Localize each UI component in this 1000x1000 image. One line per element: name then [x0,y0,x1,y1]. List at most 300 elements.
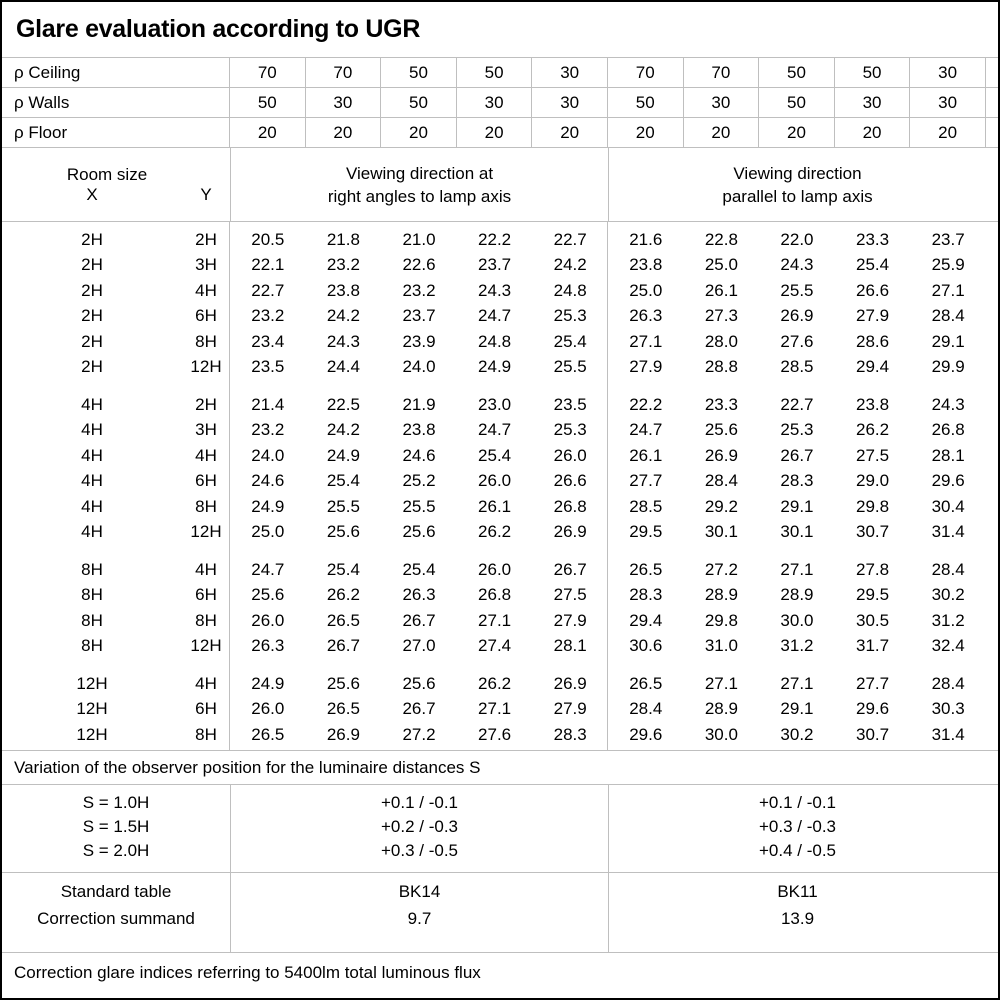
ugr-value-cell: 26.5 [326,699,360,719]
ugr-value-cell: 28.1 [931,445,965,465]
right-angles-column-entry: BK14 [398,882,441,901]
table-row [2,634,998,660]
ugr-value-cell: 27.1 [780,559,814,579]
ugr-value-cell: 26.0 [478,471,512,491]
room-x-cell: 8H [81,585,103,605]
ugr-value-cell: 25.2 [402,471,436,491]
table-row [2,671,998,697]
column-divider [607,222,608,750]
room-size-group [2,227,998,380]
group-header-parallel: Viewing direction parallel to lamp axis [608,148,986,221]
reflectance-value: 30 [306,88,382,117]
ugr-value-cell: 23.7 [931,229,965,249]
reflectance-value: 50 [835,58,911,87]
ugr-value-cell: 29.5 [856,585,890,605]
ugr-value-cell: 27.9 [553,699,587,719]
ugr-value-cell: 26.7 [402,610,436,630]
ugr-value-cell: 22.2 [629,394,663,414]
room-y-cell: 8H [195,331,217,351]
room-size-group [2,671,998,748]
ugr-value-cell: 22.8 [704,229,738,249]
ugr-value-cell: 27.1 [780,673,814,693]
reflectance-value: 20 [306,118,382,147]
block-filler [986,785,998,872]
reflectance-label: ρ Ceiling [2,58,230,87]
right-angles-column-entry: +0.2 / -0.3 [380,817,459,836]
ugr-value-cell: 28.5 [629,496,663,516]
reflectance-value: 70 [684,58,760,87]
standard-table-block [2,873,998,953]
ugr-value-cell: 27.0 [402,636,436,656]
ugr-value-cell: 26.5 [629,673,663,693]
reflectance-section [2,58,998,148]
ugr-value-cell: 23.7 [402,306,436,326]
ugr-value-cell: 26.5 [629,559,663,579]
page-title: Glare evaluation according to UGR [16,15,421,43]
room-y-cell: 4H [195,445,217,465]
ugr-value-cell: 30.6 [629,636,663,656]
table-row [2,469,998,495]
ugr-value-cell: 25.5 [553,357,587,377]
reflectance-value: 70 [230,58,306,87]
ugr-value-cell: 30.0 [704,724,738,744]
room-size-header [2,148,230,221]
ugr-value-cell: 21.9 [402,394,436,414]
ugr-value-cell: 27.4 [478,636,512,656]
reflectance-row [2,118,998,148]
ugr-value-cell: 25.5 [780,280,814,300]
y-axis-label: Y [200,184,212,204]
ugr-value-cell: 23.8 [856,394,890,414]
ugr-value-cell: 24.2 [326,306,360,326]
ugr-value-cell: 29.8 [856,496,890,516]
room-size-group [2,557,998,659]
ugr-value-cell: 25.3 [780,420,814,440]
room-x-cell: 8H [81,610,103,630]
label-column-entry: S = 1.0H [82,793,150,812]
room-x-cell: 2H [81,255,103,275]
reflectance-value: 30 [684,88,760,117]
ugr-value-cell: 26.8 [931,420,965,440]
ugr-value-cell: 29.8 [704,610,738,630]
reflectance-value: 20 [457,118,533,147]
ugr-value-cell: 27.1 [629,331,663,351]
parallel-column [608,873,986,952]
label-column [2,785,230,872]
room-y-cell: 12H [190,522,222,542]
ugr-value-cell: 25.4 [402,559,436,579]
ugr-value-cell: 24.2 [553,255,587,275]
table-row [2,253,998,279]
ugr-value-cell: 31.0 [704,636,738,656]
ugr-value-cell: 26.7 [326,636,360,656]
reflectance-value: 30 [532,58,608,87]
ugr-value-cell: 26.2 [478,673,512,693]
reflectance-value: 30 [532,88,608,117]
ugr-value-cell: 27.3 [704,306,738,326]
reflectance-value: 20 [759,118,835,147]
ugr-value-cell: 26.6 [553,471,587,491]
ugr-value-cell: 27.1 [478,699,512,719]
ugr-value-cell: 31.4 [931,724,965,744]
ugr-value-cell: 24.8 [553,280,587,300]
ugr-value-cell: 29.1 [780,496,814,516]
table-row [2,608,998,634]
reflectance-value: 70 [306,58,382,87]
ugr-value-cell: 27.6 [478,724,512,744]
ugr-value-cell: 27.1 [704,673,738,693]
table-row [2,329,998,355]
table-row [2,227,998,253]
spacing-variation-block [2,785,998,873]
room-y-cell: 2H [195,229,217,249]
room-y-cell: 6H [195,585,217,605]
ugr-value-cell: 24.9 [326,445,360,465]
reflectance-value: 20 [835,118,911,147]
ugr-value-cell: 26.7 [402,699,436,719]
room-y-cell: 8H [195,610,217,630]
ugr-value-cell: 25.5 [402,496,436,516]
ugr-value-cell: 24.3 [780,255,814,275]
ugr-value-cell: 22.5 [326,394,360,414]
ugr-value-cell: 28.4 [931,673,965,693]
ugr-value-cell: 21.0 [402,229,436,249]
ugr-value-cell: 28.5 [780,357,814,377]
ugr-value-cell: 26.1 [478,496,512,516]
ugr-value-cell: 20.5 [251,229,285,249]
parallel-column-entry: +0.4 / -0.5 [758,841,837,860]
ugr-value-cell: 29.5 [629,522,663,542]
ugr-value-cell: 27.9 [629,357,663,377]
ugr-value-cell: 27.1 [478,610,512,630]
ugr-value-cell: 26.9 [553,673,587,693]
room-y-cell: 3H [195,255,217,275]
ugr-value-cell: 29.1 [931,331,965,351]
reflectance-value: 30 [457,88,533,117]
label-column-entry: S = 1.5H [82,817,150,836]
ugr-value-cell: 23.7 [478,255,512,275]
ugr-value-cell: 22.7 [780,394,814,414]
ugr-value-cell: 29.2 [704,496,738,516]
table-row [2,304,998,330]
ugr-value-cell: 27.9 [856,306,890,326]
footer-note: Correction glare indices referring to 5400lm total luminous flux [14,963,481,982]
table-row [2,278,998,304]
ugr-value-cell: 28.9 [704,699,738,719]
ugr-value-cell: 26.8 [478,585,512,605]
ugr-value-cell: 26.0 [553,445,587,465]
ugr-value-cell: 24.9 [251,673,285,693]
table-row [2,418,998,444]
ugr-value-cell: 21.4 [251,394,285,414]
room-x-cell: 4H [81,496,103,516]
reflectance-row [2,58,998,88]
room-x-cell: 12H [76,699,108,719]
ugr-value-cell: 27.1 [931,280,965,300]
ugr-value-cell: 28.0 [704,331,738,351]
room-y-cell: 4H [195,559,217,579]
variation-note: Variation of the observer position for the luminaire distances S [2,750,998,785]
label-column-entry: Standard table [60,882,172,901]
ugr-value-cell: 28.9 [704,585,738,605]
room-y-cell: 8H [195,496,217,516]
ugr-value-cell: 25.6 [326,522,360,542]
ugr-value-cell: 28.4 [931,306,965,326]
ugr-value-cell: 24.9 [478,357,512,377]
room-y-cell: 6H [195,699,217,719]
reflectance-value: 30 [910,88,986,117]
room-x-cell: 4H [81,522,103,542]
block-filler [986,873,998,952]
room-x-cell: 4H [81,445,103,465]
ugr-value-cell: 23.8 [629,255,663,275]
ugr-value-cell: 25.0 [704,255,738,275]
ugr-value-cell: 30.7 [856,724,890,744]
reflectance-value: 50 [381,58,457,87]
ugr-value-cell: 29.6 [931,471,965,491]
reflectance-value: 20 [230,118,306,147]
ugr-value-cell: 24.0 [402,357,436,377]
ugr-value-cell: 25.3 [553,306,587,326]
ugr-value-cell: 23.8 [402,420,436,440]
ugr-value-cell: 26.3 [251,636,285,656]
ugr-value-cell: 26.1 [704,280,738,300]
ugr-value-cell: 21.8 [326,229,360,249]
ugr-value-cell: 26.6 [856,280,890,300]
ugr-value-cell: 23.5 [251,357,285,377]
reflectance-value: 30 [910,58,986,87]
ugr-value-cell: 25.4 [856,255,890,275]
ugr-value-cell: 25.6 [326,673,360,693]
reflectance-value: 50 [457,58,533,87]
ugr-value-cell: 24.9 [251,496,285,516]
ugr-value-cell: 32.4 [931,636,965,656]
ugr-value-cell: 22.7 [553,229,587,249]
ugr-value-cell: 28.9 [780,585,814,605]
ugr-value-cell: 26.8 [553,496,587,516]
ugr-value-cell: 25.6 [402,673,436,693]
reflectance-value: 20 [608,118,684,147]
ugr-value-cell: 28.4 [704,471,738,491]
ugr-value-cell: 25.0 [629,280,663,300]
table-row [2,443,998,469]
ugr-value-cell: 26.3 [629,306,663,326]
ugr-value-cell: 27.9 [553,610,587,630]
ugr-value-cell: 27.5 [856,445,890,465]
ugr-value-cell: 30.1 [780,522,814,542]
ugr-value-cell: 30.2 [931,585,965,605]
table-row [2,697,998,723]
parallel-column-entry: 13.9 [780,909,815,928]
room-y-cell: 3H [195,420,217,440]
ugr-value-cell: 27.5 [553,585,587,605]
right-angles-column [230,785,608,872]
ugr-data-section [2,222,998,750]
ugr-value-cell: 24.8 [478,331,512,351]
reflectance-value: 20 [381,118,457,147]
reflectance-value: 50 [759,88,835,117]
ugr-value-cell: 26.1 [629,445,663,465]
ugr-value-cell: 27.6 [780,331,814,351]
ugr-value-cell: 24.3 [478,280,512,300]
ugr-value-cell: 26.5 [251,724,285,744]
x-axis-label: X [86,184,98,204]
table-row [2,494,998,520]
ugr-value-cell: 23.2 [402,280,436,300]
room-x-cell: 4H [81,420,103,440]
ugr-value-cell: 28.4 [931,559,965,579]
ugr-value-cell: 24.4 [326,357,360,377]
ugr-value-cell: 26.0 [251,699,285,719]
ugr-value-cell: 22.0 [780,229,814,249]
table-row [2,583,998,609]
ugr-value-cell: 28.6 [856,331,890,351]
ugr-value-cell: 28.1 [553,636,587,656]
ugr-value-cell: 25.4 [553,331,587,351]
ugr-value-cell: 26.3 [402,585,436,605]
room-y-cell: 6H [195,471,217,491]
ugr-value-cell: 24.7 [478,420,512,440]
room-size-label: Room size [66,164,148,184]
ugr-value-cell: 25.4 [478,445,512,465]
room-y-cell: 8H [195,724,217,744]
right-angles-column-entry: 9.7 [407,909,432,928]
ugr-value-cell: 24.6 [251,471,285,491]
table-row [2,520,998,546]
right-angles-column-entry: +0.3 / -0.5 [380,841,459,860]
ugr-value-cell: 27.7 [856,673,890,693]
ugr-value-cell: 26.2 [326,585,360,605]
ugr-value-cell: 25.6 [704,420,738,440]
ugr-value-cell: 24.2 [326,420,360,440]
ugr-value-cell: 31.7 [856,636,890,656]
ugr-value-cell: 26.9 [704,445,738,465]
ugr-value-cell: 30.1 [704,522,738,542]
table-row [2,392,998,418]
ugr-value-cell: 24.7 [478,306,512,326]
room-x-cell: 12H [76,673,108,693]
ugr-value-cell: 25.6 [251,585,285,605]
room-x-cell: 2H [81,229,103,249]
label-column [2,873,230,952]
room-y-cell: 2H [195,394,217,414]
ugr-value-cell: 29.6 [629,724,663,744]
ugr-value-cell: 25.4 [326,559,360,579]
ugr-value-cell: 26.0 [251,610,285,630]
ugr-value-cell: 26.0 [478,559,512,579]
table-row [2,557,998,583]
reflectance-label: ρ Walls [2,88,230,117]
table-row [2,355,998,381]
room-x-cell: 4H [81,471,103,491]
ugr-value-cell: 26.7 [780,445,814,465]
ugr-value-cell: 30.0 [780,610,814,630]
parallel-column [608,785,986,872]
room-x-cell: 2H [81,280,103,300]
right-angles-column [230,873,608,952]
ugr-value-cell: 23.2 [251,420,285,440]
ugr-value-cell: 28.3 [629,585,663,605]
table-header [2,148,998,222]
ugr-value-cell: 23.0 [478,394,512,414]
ugr-value-cell: 23.4 [251,331,285,351]
ugr-value-cell: 25.0 [251,522,285,542]
ugr-value-cell: 27.2 [402,724,436,744]
reflectance-label: ρ Floor [2,118,230,147]
ugr-value-cell: 24.0 [251,445,285,465]
table-row [2,722,998,748]
reflectance-value: 50 [759,58,835,87]
ugr-value-cell: 28.4 [629,699,663,719]
ugr-value-cell: 27.8 [856,559,890,579]
ugr-value-cell: 30.3 [931,699,965,719]
room-x-cell: 2H [81,357,103,377]
ugr-value-cell: 23.3 [704,394,738,414]
reflectance-value: 20 [910,118,986,147]
ugr-value-cell: 22.2 [478,229,512,249]
ugr-value-cell: 23.3 [856,229,890,249]
ugr-value-cell: 22.1 [251,255,285,275]
reflectance-value: 20 [684,118,760,147]
ugr-value-cell: 30.4 [931,496,965,516]
reflectance-value: 50 [230,88,306,117]
room-x-cell: 2H [81,306,103,326]
ugr-value-cell: 24.6 [402,445,436,465]
ugr-value-cell: 22.7 [251,280,285,300]
parallel-column-entry: BK11 [777,882,818,901]
room-y-cell: 12H [190,357,222,377]
ugr-value-cell: 29.4 [856,357,890,377]
ugr-value-cell: 24.3 [931,394,965,414]
ugr-value-cell: 23.5 [553,394,587,414]
ugr-value-cell: 26.9 [326,724,360,744]
room-x-cell: 8H [81,636,103,656]
ugr-value-cell: 23.9 [402,331,436,351]
room-x-cell: 2H [81,331,103,351]
ugr-value-cell: 31.2 [780,636,814,656]
ugr-value-cell: 31.2 [931,610,965,630]
ugr-value-cell: 24.7 [629,420,663,440]
ugr-value-cell: 26.9 [553,522,587,542]
room-y-cell: 4H [195,673,217,693]
column-divider [229,222,230,750]
room-size-group [2,392,998,545]
ugr-value-cell: 30.5 [856,610,890,630]
ugr-value-cell: 23.8 [326,280,360,300]
room-x-cell: 8H [81,559,103,579]
room-x-cell: 4H [81,394,103,414]
title-row [2,2,998,58]
ugr-value-cell: 28.3 [780,471,814,491]
ugr-value-cell: 25.4 [326,471,360,491]
parallel-column-entry: +0.1 / -0.1 [758,793,837,812]
ugr-value-cell: 29.6 [856,699,890,719]
reflectance-value: 30 [835,88,911,117]
ugr-value-cell: 25.6 [402,522,436,542]
ugr-value-cell: 24.7 [251,559,285,579]
reflectance-value: 20 [532,118,608,147]
ugr-value-cell: 29.1 [780,699,814,719]
ugr-value-cell: 23.2 [326,255,360,275]
ugr-value-cell: 27.7 [629,471,663,491]
ugr-value-cell: 26.5 [326,610,360,630]
ugr-value-cell: 30.2 [780,724,814,744]
label-column-entry: S = 2.0H [82,841,150,860]
ugr-value-cell: 21.6 [629,229,663,249]
ugr-value-cell: 29.4 [629,610,663,630]
room-y-cell: 12H [190,636,222,656]
ugr-value-cell: 28.3 [553,724,587,744]
